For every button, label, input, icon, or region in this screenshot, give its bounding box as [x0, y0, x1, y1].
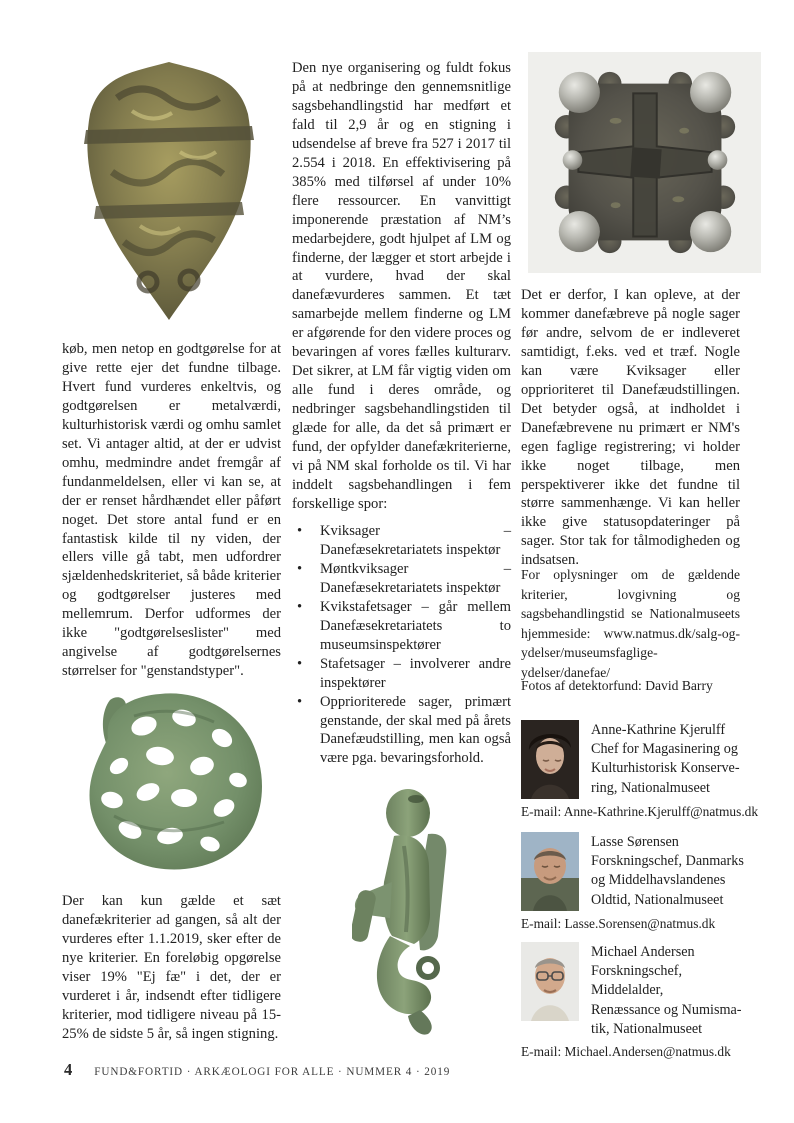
bullet-icon: •: [297, 598, 303, 615]
column-middle: [292, 56, 511, 1066]
list-item: • Møntkviksager – Danefæsekretariatets inspektør: [297, 560, 511, 596]
journal-title: FUND&FORTID · ARKÆOLOGI FOR ALLE · NUMMER 4 · 2019: [94, 1066, 451, 1078]
author-email: E-mail: Lasse.Sorensen@natmus.dk: [521, 916, 716, 931]
author-name: Anne-Kathrine Kjerulff: [591, 722, 726, 738]
author-role-line: Forskningschef, Middelalder,: [591, 963, 683, 999]
photo-credit: Fotos af detektorfund: David Barry: [521, 678, 713, 693]
author-role-line: Renæssance og Numisma-: [591, 1001, 742, 1018]
author-role-line: Oldtid, Nationalmuseet: [591, 891, 724, 908]
author-name: Michael Andersen: [591, 944, 695, 960]
page-footer: [64, 1060, 450, 1080]
author-role-line: Forskningschef, Danmarks: [591, 853, 744, 870]
author-email: E-mail: Michael.Andersen@natmus.dk: [521, 1044, 731, 1060]
bullet-icon: •: [297, 523, 303, 539]
criteria-info-note: For oplysninger om de gældende kriterier, lovgivning og sagsbehandlingstid se Nationalmuseets hjemmeside: www.natmus.dk/salg-og-ydelser/museumsfaglige-ydelser/danefae/: [521, 567, 740, 680]
author-info: [591, 942, 747, 1039]
list-item: • Kvikstafetsager – går mellem Danefæsekretariatets to museumsinspektører: [297, 598, 511, 653]
portrait-illustration: [521, 832, 579, 911]
author-email: E-mail: Anne-Kathrine.Kjerulff@natmus.dk: [521, 804, 759, 819]
author-block: [521, 720, 759, 820]
column-right: [521, 52, 759, 1082]
column-left: [62, 56, 281, 1066]
author-info: [591, 720, 740, 798]
openwork-brooch-illustration: [74, 686, 270, 876]
portrait-illustration: [521, 720, 579, 799]
figurine-illustration: [352, 786, 464, 1038]
author-block: [521, 942, 747, 1060]
author-info: [591, 832, 744, 910]
author-role-line: tik, Nationalmuseet: [591, 1020, 703, 1037]
author-block: [521, 832, 747, 932]
author-role-line: ring, Nationalmuseet: [591, 779, 710, 796]
portrait-illustration: [521, 942, 579, 1021]
left-paragraph-2: Der kan kun gælde et sæt danefækriterier ad gangen, så alt der vurderes efter 1.1.2019, sker efter de nye kriterier. En foreløbig opgørelse viser 19% "Ej fæ" i det, der er vurderet i år, indsendt efter tidligere kriterier, mod tidligere niveau på 15-25% de sidste 5 år, så ingen stigning.: [62, 893, 281, 1042]
artifact-photo-openwork-brooch: [74, 686, 293, 878]
author-portrait-michael: [521, 942, 579, 1021]
left-paragraph-1: køb, men netop en godtgørelse for at give rette ejer det fundne tilbage. Hvert fund vurderes enkeltvis, og godtgørelsen er metalværdi, kulturhistorisk værdi og omhu samlet set. Vi antager altid, at der er udvist omhu, medmindre andet fremgår af fundanmeldelsen, eller vi kan se, at der er renset hårdhændet eller påført noget. Det store antal fund er en fantastisk kilde til ny viden, der ellers ville gå tabt, men udfordrer sjældenhedskriteriet, så både kriterier og godtgørelser justeres med mellemrum. Derfor udformes der ikke "godtgørelseslister" med angivelse af godtgørelsernes størrelser for "genstandstyper".: [62, 341, 281, 680]
artifact-photo-shield-brooch: [62, 56, 281, 332]
author-role-line: Kulturhistorisk Konserve-: [591, 760, 740, 777]
page-number: 4: [64, 1060, 73, 1079]
square-fitting-illustration: [547, 62, 743, 263]
artifact-photo-figurine: [352, 786, 464, 1038]
author-portrait-lasse: [521, 832, 579, 911]
author-name: Lasse Sørensen: [591, 834, 679, 850]
shield-brooch-illustration: [62, 56, 276, 328]
bullet-icon: •: [297, 693, 303, 710]
bullet-icon: •: [297, 560, 303, 577]
list-item: • Opprioriterede sager, primært genstande, der skal med på årets Danefæudstilling, men kan også være pga. bevaringsforhold.: [297, 693, 511, 767]
middle-paragraph-1: Den nye organisering og fuldt fokus på at nedbringe den gennemsnitlige sagsbehandlingstid har medført et fald til 2,9 år og en stigning i udsendelse af breve fra 527 i 2017 til 2.554 i 2018. En effektivisering på 385% med tilførsel af under 10% flere ressourcer. En vanvittigt imponerende præstation af NM’s medarbejdere, godt hjulpet af LM og finderne, der lægger et stort arbejde i at vurdere, hvad der skal danefævurderes sammen. Et tæt samarbejde mellem finderne og LM er afgørende for den videre proces og bevaringen af vores fælles kulturarv. Det sikrer, at LM får vigtig viden om alle fund i deres område, og nedbringer sagsbehandlingstiden til glæde for alle, da det så primært er fund, der opfylder danefækriterierne, vi på NM skal forholde os til. Vi har inddelt sagsbehandlingen i fem forskellige spor:: [292, 60, 511, 512]
right-paragraph-1: Det er derfor, I kan opleve, at der kommer danefæbreve på nogle sager før andre, selvom de er indleveret samtidigt, f.eks. ved et træf. Nogle kan være Kviksager eller opprioriteret til Danefæudstillingen. Det betyder også, at indholdet i Danefæbrevene nu primært er NM's egen faglige registrering; vi holder ikke noget tilbage, men perspektiverer ikke det fundne til større sammenhænge. Vi kan heller ikke give statusopdateringer på sager. Stor tak for tålmodigheden og indsatsen.: [521, 287, 740, 569]
author-role-line: Chef for Magasinering og: [591, 741, 738, 758]
list-item: • Stafetsager – involverer andre inspektører: [297, 655, 511, 691]
author-portrait-anne-kathrine: [521, 720, 579, 799]
case-track-bullet-list: [292, 522, 511, 768]
list-item: • Kviksager – Danefæsekretariatets inspektør: [297, 523, 511, 558]
artifact-photo-square-fitting: [528, 52, 761, 273]
bullet-icon: •: [297, 655, 303, 672]
author-role-line: og Middelhavslandenes: [591, 872, 726, 889]
